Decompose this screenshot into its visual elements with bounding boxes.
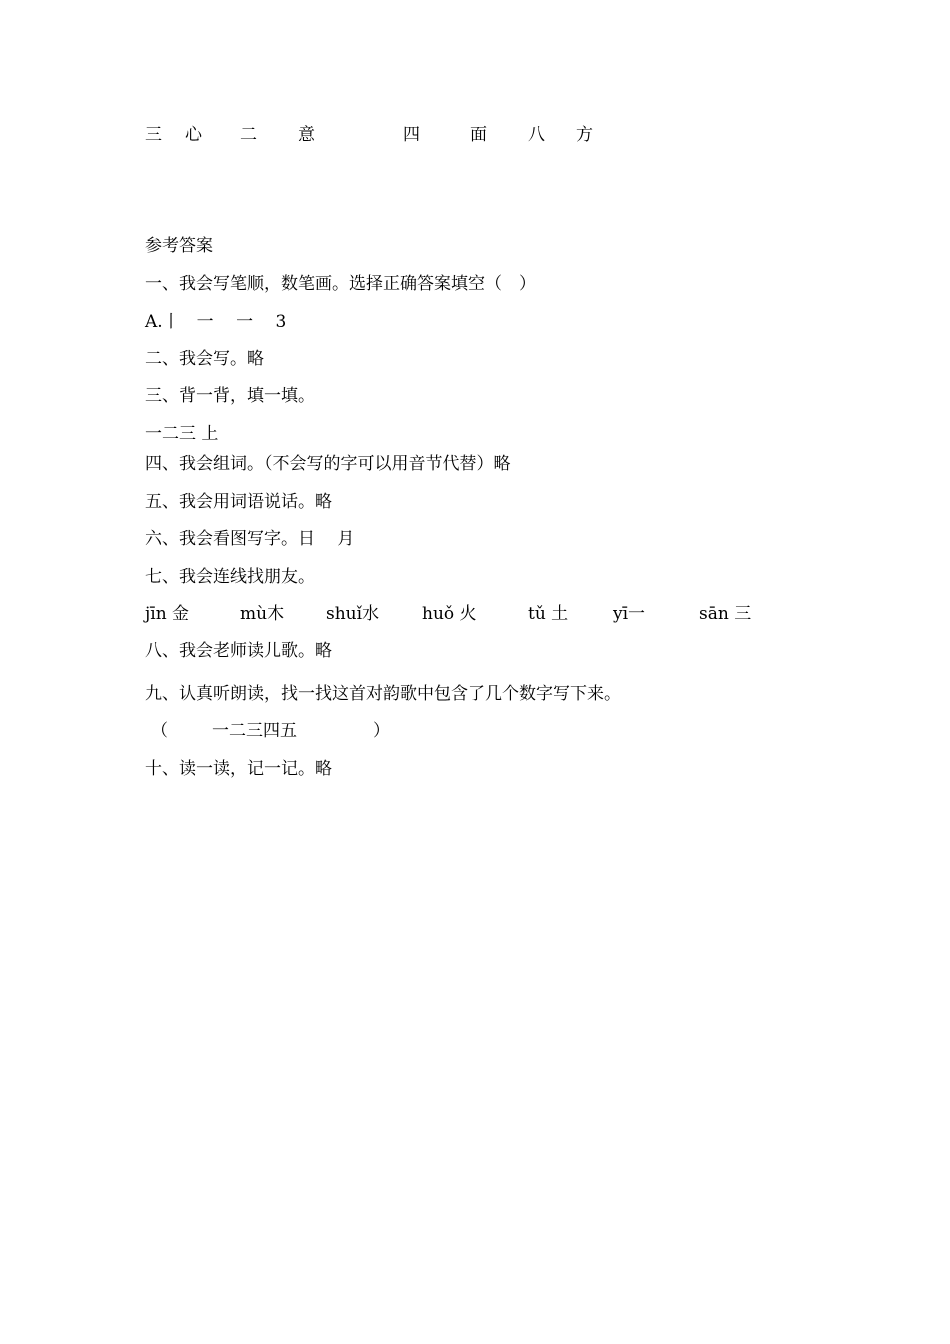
idiom-char: 方 xyxy=(576,125,593,145)
q1-answer: A.丨 一 一 3 xyxy=(145,312,287,332)
pinyin-pair: mù木 xyxy=(240,604,285,624)
q1-title: 一、我会写笔顺，数笔画。选择正确答案填空（ ） xyxy=(145,274,536,294)
open-paren: （ xyxy=(151,721,168,741)
idiom-char: 八 xyxy=(528,125,545,145)
q4-title: 四、我会组词。（不会写的字可以用音节代替）略 xyxy=(145,454,511,474)
pinyin-pair: shuǐ水 xyxy=(326,604,380,624)
pinyin-pair: jīn 金 xyxy=(145,604,190,624)
q3-answer: 一二三 上 xyxy=(145,424,219,444)
q9-answer: 一二三四五 xyxy=(212,721,297,741)
pinyin-row xyxy=(145,603,785,625)
q3-title: 三、背一背，填一填。 xyxy=(145,386,315,406)
q8-title: 八、我会老师读儿歌。略 xyxy=(145,641,332,661)
q6-title: 六、我会看图写字。日 月 xyxy=(145,529,355,549)
pinyin-pair: sān 三 xyxy=(699,604,752,624)
pinyin-pair: huǒ 火 xyxy=(422,604,477,624)
q7-title: 七、我会连线找朋友。 xyxy=(145,567,315,587)
q10-title: 十、读一读，记一记。略 xyxy=(145,759,332,779)
q2-title: 二、我会写。略 xyxy=(145,349,264,369)
q9-answer-row xyxy=(145,720,405,742)
idiom-char: 心 xyxy=(185,125,202,145)
idiom-char: 三 xyxy=(145,125,162,145)
close-paren: ） xyxy=(373,721,390,741)
pinyin-pair: yī一 xyxy=(613,604,646,624)
q5-title: 五、我会用词语说话。略 xyxy=(145,492,332,512)
idiom-char: 四 xyxy=(403,125,420,145)
idiom-char: 面 xyxy=(470,125,487,145)
q9-title: 九、认真听朗读，找一找这首对韵歌中包含了几个数字写下来。 xyxy=(145,684,621,704)
pinyin-pair: tǔ 土 xyxy=(528,604,569,624)
idiom-char: 意 xyxy=(298,125,315,145)
answers-title: 参考答案 xyxy=(145,236,213,256)
idiom-char: 二 xyxy=(240,125,257,145)
